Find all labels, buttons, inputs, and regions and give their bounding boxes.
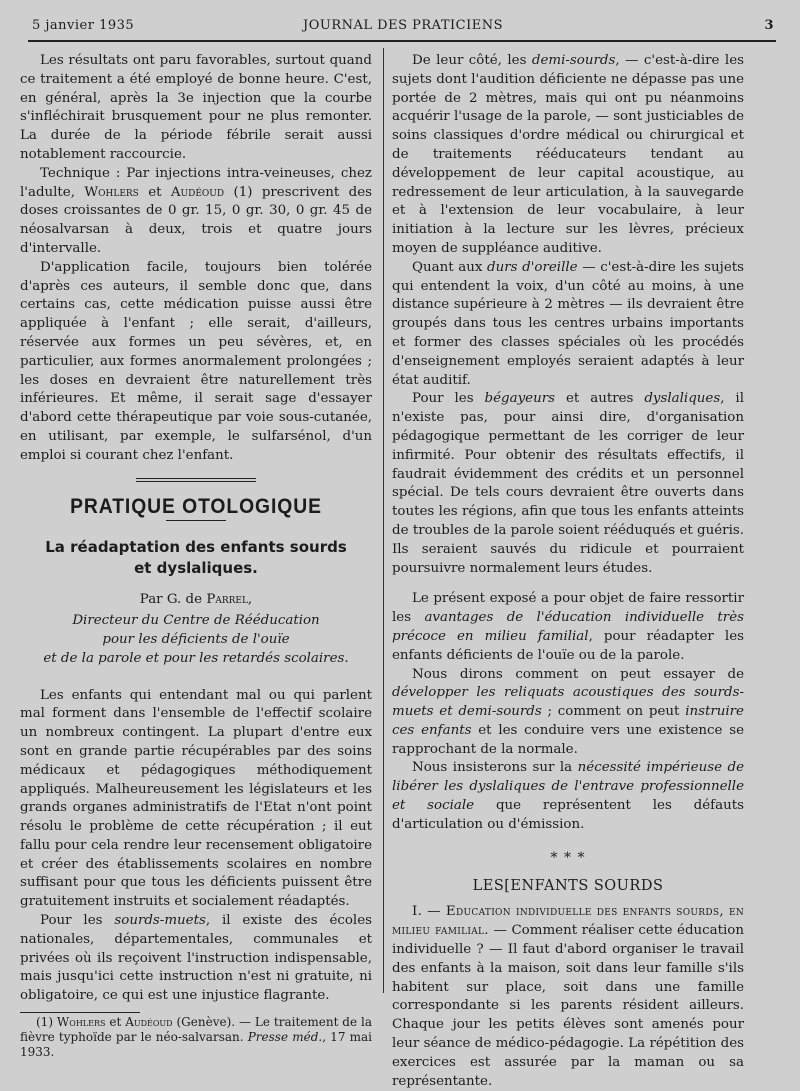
emphasis: bégayeurs xyxy=(484,391,555,407)
page-number: 3 xyxy=(764,18,774,33)
text-run: Le présent exposé a pour objet de faire ressortir les xyxy=(392,591,744,626)
text-run: (1) xyxy=(36,1015,57,1030)
separator-rule xyxy=(136,478,256,479)
spacer xyxy=(392,895,744,903)
text-run: Pour les xyxy=(40,913,115,929)
inline-heading: I. — Education individuelle des enfants sourds, en milieu familial. xyxy=(392,904,744,939)
affiliation-line: Directeur du Centre de Rééducation xyxy=(72,613,320,629)
emphasis: avantages de l'éducation individuelle très précoce en milieu familial xyxy=(392,610,744,644)
paragraph xyxy=(392,666,744,760)
footnote-rule xyxy=(20,1012,140,1013)
emphasis: nécessité impérieuse de libérer les dyslaliques de l'entrave professionnelle et sociale xyxy=(392,760,744,814)
text-run: (Genève). — Le traitement de la fièvre typhoïde par le néo-salvarsan. xyxy=(20,1015,372,1045)
journal-reference: Presse méd. xyxy=(247,1030,323,1045)
text-run: , il existe des écoles nationales, départementales, communales et privées où ils reçoivent l'instruction indispensable, mais jusqu'ici cette instruction n'est ni gratuite, ni obligatoire, ce qui est une injustice flagrante. xyxy=(20,913,373,1004)
section-stars: * * * xyxy=(550,849,586,866)
text-run: et les conduire vers une existence se rapprochant de la normale. xyxy=(392,722,745,757)
affiliation-line: pour les déficients de l'ouïe xyxy=(102,631,290,647)
text-run: , 17 mai 1933. xyxy=(20,1030,372,1060)
article-title-line: et dyslaliques. xyxy=(134,559,258,578)
paragraph-technique xyxy=(20,165,372,259)
right-column xyxy=(392,52,744,1091)
text-run: et xyxy=(138,184,171,200)
author-name: Wohlers xyxy=(56,1015,106,1030)
text-run: Quant aux xyxy=(412,259,488,275)
text-run: ; comment on peut xyxy=(541,704,686,720)
header-rule xyxy=(28,40,776,42)
emphasis: durs d'oreille xyxy=(487,259,578,275)
author-name: Parrel, xyxy=(206,592,253,608)
author-name: Audéoud xyxy=(170,184,225,200)
journal-title: JOURNAL DES PRATICIENS xyxy=(303,18,503,33)
text-run: Technique : Par injections intra-veineuses, chez l'adulte, xyxy=(20,165,372,200)
text-run: Nous insisterons sur la xyxy=(412,760,578,776)
separator-rule xyxy=(136,481,256,482)
emphasis: demi-sourds xyxy=(531,53,616,68)
paragraph xyxy=(392,390,744,578)
text-run: Pour les xyxy=(412,391,485,407)
emphasis: dyslaliques xyxy=(644,391,721,407)
paragraph xyxy=(392,52,744,259)
title-underline xyxy=(166,520,226,521)
text-run: , — c'est-à-dire les sujets dont l'audition déficiente ne dépasse pas une portée de 2 mètres, mais qui ont pu néanmoins acquérir l'usage de la parole, — sont justiciables de soins classiques d'ordre médical ou chirurgical et de traitements rééducateurs tendant au développement de leur capital acoustique, au redressement de leur articulation, à la sauvegarde et à l'extension de leur vocabulaire, à leur initiation à la lecture sur les lèvres, précieux moyen de suppléance auditive. xyxy=(392,53,744,256)
spacer xyxy=(392,578,744,590)
text-run: , il n'existe pas, pour ainsi dire, d'organisation pédagogique permettant de les corriger de leur infirmité. Pour obtenir des résultats effectifs, il faudrait évidemment des crédits et un personnel spécial. De tels cours devraient être ouverts dans toutes les régions, afin que tous les enfants atteints de troubles de la parole soient rééduqués et guéris. Ils seraient sauvés du ridicule et pourraient poursuivre normalement leurs études. xyxy=(392,391,744,576)
paragraph: D'application facile, toujours bien tolérée d'après ces auteurs, il semble donc que, dans certains cas, cette médication puisse aussi être appliquée à l'enfant ; elle serait, d'ailleurs, réservée aux formes un peu sévères, et, en particulier, aux formes anormalement prolongées ; les doses en devraient être naturellement très inférieures. Et même, il serait sage d'essayer d'abord cette thérapeutique par voie sous-cutanée, en utilisant, par exemple, le sulfarsénol, d'un emploi si courant chez l'enfant. xyxy=(20,259,372,463)
text-run: Nous dirons comment on peut essayer de xyxy=(412,666,744,682)
author-name: Wohlers xyxy=(84,184,139,200)
text-run: (1) prescrivent des doses croissantes de 0 gr. 15, 0 gr. 30, 0 gr. 45 de néosalvarsan à deux, trois et quatre jours d'intervalle. xyxy=(20,184,372,256)
paragraph xyxy=(392,759,744,834)
article-title xyxy=(20,537,372,579)
issue-date: 5 janvier 1935 xyxy=(32,18,135,33)
author-name: Audéoud xyxy=(125,1015,173,1030)
text-run: , pour réadapter les enfants déficients de l'ouïe ou de la parole. xyxy=(392,628,744,663)
paragraph xyxy=(20,912,372,1006)
paragraph xyxy=(392,590,744,665)
text-run: et autres xyxy=(555,391,645,407)
emphasis: instruire ces enfants xyxy=(392,704,744,738)
byline xyxy=(20,591,372,610)
byline-prefix: Par G. de xyxy=(139,592,207,608)
column-rule xyxy=(383,48,384,993)
text-run: De leur côté, les xyxy=(412,53,532,68)
article-title-line: La réadaptation des enfants sourds xyxy=(45,538,347,557)
paragraph: Les résultats ont paru favorables, surtout quand ce traitement a été employé de bonne heure. C'est, en général, après la 3e injection que la courbe s'infléchirait brusquement pour ne plus remonter. La durée de la période fébrile serait aussi notablement raccourcie. xyxy=(20,53,372,162)
paragraph: Les enfants qui entendant mal ou qui parlent mal forment dans l'ensemble de l'effectif scolaire un nombreux contingent. La plupart d'entre eux sont en grande partie récupérables par des soins médicaux et pédagogiques méthodiquement appliqués. Malheureusement les législateurs et les grands organes administratifs de l'Etat n'ont point résolu le problème de cette récupération ; il eut fallu pour cela rendre leur recensement obligatoire et créer des établissements scolaires en nombre suffisant pour que tous les déficients puissent être gratuitement instruits et socialement réadaptés. xyxy=(20,687,372,910)
text-run: — c'est-à-dire les sujets qui entendent la voix, d'un côté au moins, à une distance supérieure à 2 mètres — ils devraient être groupés dans tous les centres urbains importants et former des classes spéciales où les procédés d'enseignement employés seraient adaptés à leur état auditif. xyxy=(392,259,744,388)
emphasis: sourds-muets xyxy=(114,913,206,929)
footnote xyxy=(20,1015,372,1060)
text-run: — Comment réaliser cette éducation individuelle ? — Il faut d'abord organiser le travail des enfants à la maison, soit dans leur famille s'ils habitent sur place, soit dans une famille correspondante si les parents résident ailleurs. Chaque jour les petits élèves sont amenés pour leur séance de médico-pédagogie. La répétition des exercices est assurée par la maman ou sa représentante. xyxy=(392,923,744,1089)
text-run: et xyxy=(105,1015,126,1030)
section-title: PRATIQUE OTOLOGIQUE xyxy=(70,494,322,518)
affiliation-line: et de la parole et pour les retardés scolaires. xyxy=(43,650,349,666)
author-affiliation xyxy=(20,612,372,668)
subsection-title: LES[ENFANTS SOURDS xyxy=(472,877,664,894)
text-run: que représentent les défauts d'articulation ou d'émission. xyxy=(392,798,744,832)
emphasis: développer les reliquats acoustiques des sourds-muets et demi-sourds xyxy=(392,685,744,720)
spacer xyxy=(20,669,372,681)
page-header xyxy=(32,18,774,40)
paragraph xyxy=(392,903,744,1091)
paragraph xyxy=(392,259,744,391)
left-column xyxy=(20,52,372,1060)
